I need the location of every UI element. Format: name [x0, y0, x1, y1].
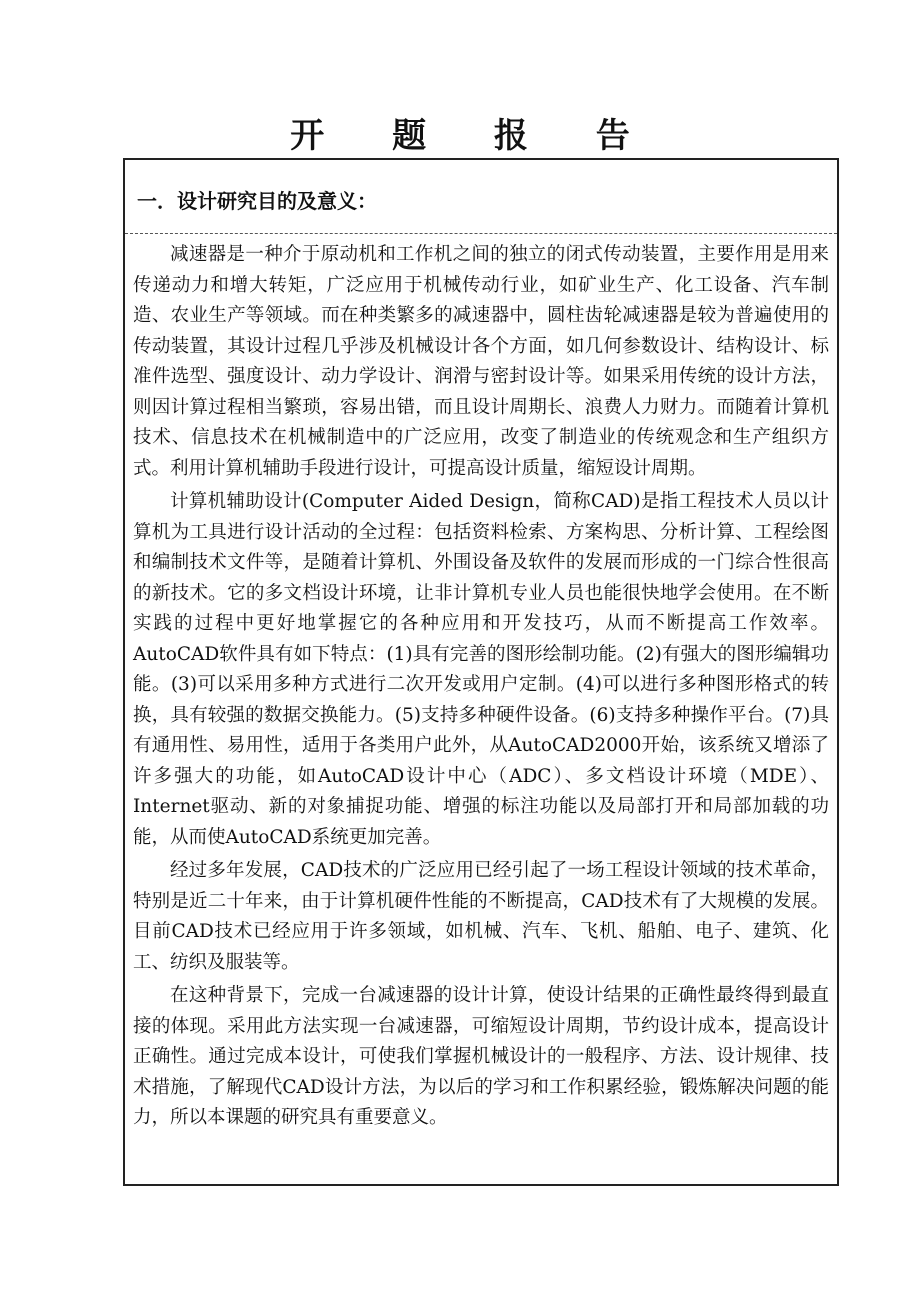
paragraph-4: 在这种背景下，完成一台减速器的设计计算，使设计结果的正确性最终得到最直接的体现。采用此方法实现一台减速器，可缩短设计周期，节约设计成本，提高设计正确性。通过完成本设计，可使我们掌握机械设计的一般程序、方法、设计规律、技术措施，了解现代CAD设计方法，为以后的学习和工作积累经验，锻炼解决问题的能力，所以本课题的研究具有重要意义。: [133, 985, 829, 1128]
paragraph-1: 减速器是一种介于原动机和工作机之间的独立的闭式传动装置，主要作用是用来传递动力和增大转矩，广泛应用于机械传动行业，如矿业生产、化工设备、汽车制造、农业生产等领域。而在种类繁多的减速器中，圆柱齿轮减速器是较为普遍使用的传动装置，其设计过程几乎涉及机械设计各个方面，如几何参数设计、结构设计、标准件选型、强度设计、动力学设计、润滑与密封设计等。如果采用传统的设计方法，则因计算过程相当繁琐，容易出错，而且设计周期长、浪费人力财力。而随着计算机技术、信息技术在机械制造中的广泛应用，改变了制造业的传统观念和生产组织方式。利用计算机辅助手段进行设计，可提高设计质量，缩短设计周期。: [133, 244, 829, 479]
paragraph-3: 经过多年发展，CAD技术的广泛应用已经引起了一场工程设计领域的技术革命，特别是近二十年来，由于计算机硬件性能的不断提高，CAD技术有了大规模的发展。目前CAD技术已经应用于许多领域，如机械、汽车、飞机、船舶、电子、建筑、化工、纺织及服装等。: [133, 860, 829, 973]
report-table-frame: [123, 158, 839, 1186]
section-heading: 一．设计研究目的及意义：: [125, 160, 837, 234]
page-title: 开 题 报 告: [290, 116, 658, 156]
section-content: [133, 240, 829, 1137]
paragraph-2: 计算机辅助设计(Computer Aided Design，简称CAD)是指工程技术人员以计算机为工具进行设计活动的全过程：包括资料检索、方案构思、分析计算、工程绘图和编制技术文件等，是随着计算机、外围设备及软件的发展而形成的一门综合性很高的新技术。它的多文档设计环境，让非计算机专业人员也能很快地学会使用。在不断实践的过程中更好地掌握它的各种应用和开发技巧，从而不断提高工作效率。 AutoCAD软件具有如下特点：(1)具有完善的图形绘制功能。(2)有强大的图形编辑功能。(3)可以采用多种方式进行二次开发或用户定制。(4)可以进行多种图形格式的转换，具有较强的数据交换能力。(5)支持多种硬件设备。(6)支持多种操作平台。(7)具有通用性、易用性，适用于各类用户此外，从AutoCAD2000开始，该系统又增添了许多强大的功能，如AutoCAD设计中心（ADC）、多文档设计环境（MDE）、Internet驱动、新的对象捕捉功能、增强的标注功能以及局部打开和局部加载的功能，从而使AutoCAD系统更加完善。: [133, 491, 829, 848]
